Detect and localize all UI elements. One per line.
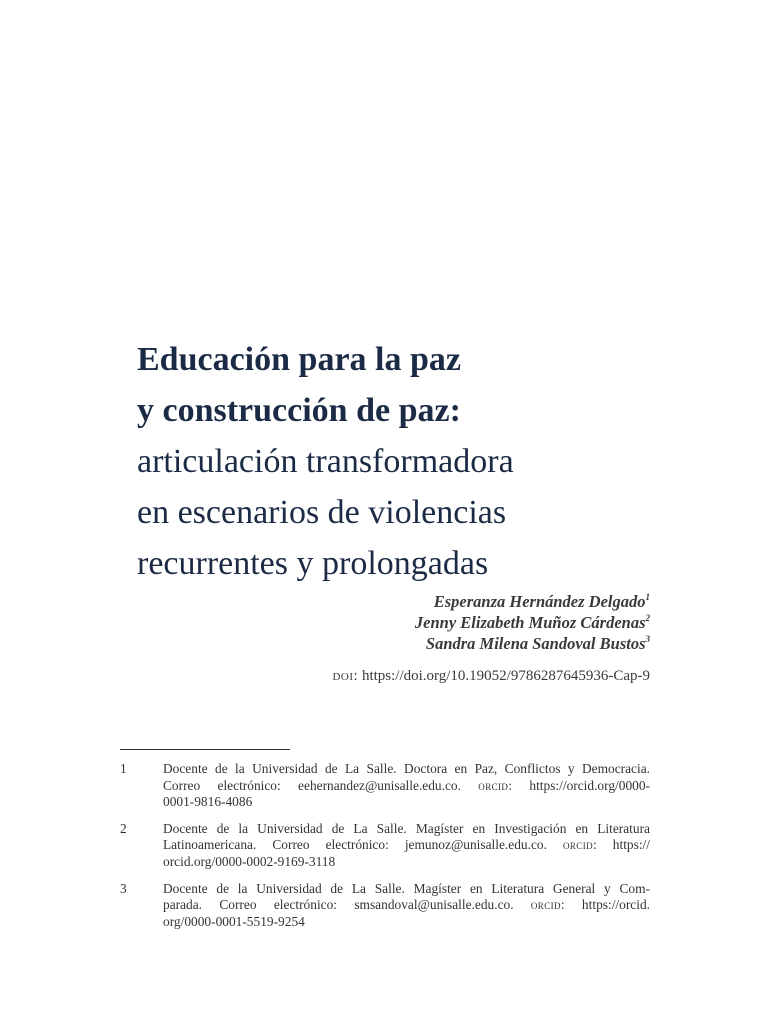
author-3 xyxy=(415,633,650,654)
footnote-line xyxy=(163,854,650,871)
footnote-number: 1 xyxy=(120,761,127,776)
doi-link[interactable]: https://doi.org/10.19052/9786287645936-Cap-9 xyxy=(361,668,650,684)
orcid-link[interactable]: : https:// xyxy=(593,837,650,853)
footnote-line xyxy=(163,914,650,931)
subtitle-line-2: en escenarios de violencias xyxy=(137,494,507,531)
footnote-line xyxy=(163,881,650,898)
orcid-link[interactable]: 0001-9816-4086 xyxy=(163,794,253,810)
title-line-1: Educación para la paz xyxy=(137,341,461,378)
orcid-link[interactable]: orcid.org/0000-0002-9169-3118 xyxy=(163,853,336,869)
doi-line xyxy=(332,666,650,686)
orcid-link[interactable]: : https://orcid.org/0000- xyxy=(508,777,651,793)
orcid-link[interactable]: : https://orcid. xyxy=(560,897,651,913)
footnote-divider xyxy=(120,749,290,750)
orcid-label: orcid xyxy=(563,837,594,853)
subtitle-line-1: articulación transformadora xyxy=(137,443,514,480)
orcid-label: orcid xyxy=(478,777,509,793)
author-2 xyxy=(415,612,650,633)
footnote-text-run: Correo electrónico: eehernandez@unisalle.edu.co. xyxy=(163,777,479,793)
doi-label: doi: xyxy=(332,668,359,684)
footnote-text-run: Docente de la Universidad de La Salle. Magíster en Investigación en Literatura xyxy=(163,820,650,836)
author-list xyxy=(415,591,650,654)
footnote-number: 2 xyxy=(120,820,127,836)
footnotes xyxy=(120,761,650,940)
footnote-text-run: Latinoamericana. Correo electrónico: jemunoz@unisalle.edu.co. xyxy=(163,837,563,853)
footnote-line xyxy=(163,778,650,795)
footnote-line xyxy=(163,837,650,854)
footnote-text-run: Docente de la Universidad de La Salle. Doctora en Paz, Conflictos y Democracia. xyxy=(163,761,650,776)
footnote-text xyxy=(163,761,650,811)
author-name: Esperanza Hernández Delgado xyxy=(433,592,646,611)
footnote-3 xyxy=(120,881,650,931)
footnote-mark[interactable]: 2 xyxy=(645,613,650,623)
author-1 xyxy=(415,591,650,612)
footnote-text xyxy=(163,821,650,871)
orcid-label: orcid xyxy=(530,897,561,913)
footnote-line xyxy=(163,897,650,914)
footnote-number: 3 xyxy=(120,880,127,896)
author-name: Jenny Elizabeth Muñoz Cárdenas xyxy=(414,613,646,632)
footnote-text xyxy=(163,881,650,931)
author-name: Sandra Milena Sandoval Bustos xyxy=(425,634,646,653)
title-line-2: y construcción de paz: xyxy=(137,392,461,429)
footnote-1 xyxy=(120,761,650,811)
footnote-line xyxy=(163,761,650,778)
footnote-line xyxy=(163,821,650,838)
footnote-mark[interactable]: 1 xyxy=(645,592,650,602)
footnote-line xyxy=(163,794,650,811)
chapter-title xyxy=(137,334,697,589)
footnote-mark[interactable]: 3 xyxy=(645,634,650,644)
footnote-text-run: parada. Correo electrónico: smsandoval@unisalle.edu.co. xyxy=(163,897,531,913)
subtitle-line-3: recurrentes y prolongadas xyxy=(137,545,489,582)
footnote-2 xyxy=(120,821,650,871)
footnote-text-run: Docente de la Universidad de La Salle. Magíster en Literatura General y Com- xyxy=(163,880,650,896)
orcid-link[interactable]: org/0000-0001-5519-9254 xyxy=(163,913,305,929)
